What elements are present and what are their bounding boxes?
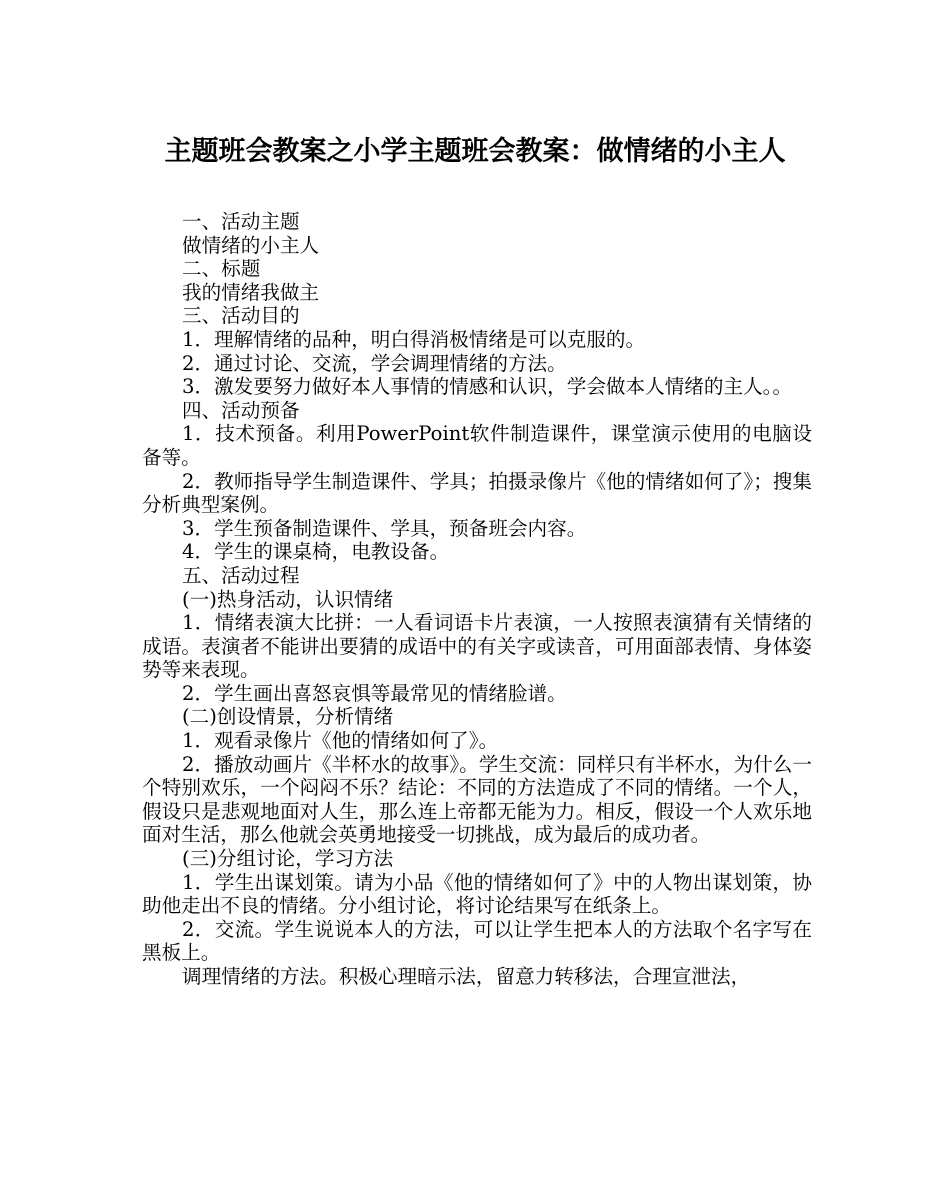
paragraph: 做情绪的小主人 <box>182 233 320 257</box>
heading-activity-process: 五、活动过程 <box>182 563 300 587</box>
heading-activity-preparation: 四、活动预备 <box>182 398 300 422</box>
list-item: 3．激发要努力做好本人事情的情感和认识，学会做本人情绪的主人。。 <box>182 375 793 399</box>
paragraph: 我的情绪我做主 <box>182 280 320 304</box>
heading-activity-purpose: 三、活动目的 <box>182 304 300 328</box>
list-item: 2．通过讨论、交流，学会调理情绪的方法。 <box>182 351 567 375</box>
heading-activity-theme: 一、活动主题 <box>182 210 300 233</box>
list-item: 2．交流。学生说说本人的方法，可以让学生把本人的方法取个名字写在黑板上。 <box>142 917 812 965</box>
list-item: 2．教师指导学生制造课件、学具；拍摄录像片《他的情绪如何了》；搜集分析典型案例。 <box>142 469 812 517</box>
subheading: (二)创设情景，分析情绪 <box>182 705 394 729</box>
subheading: (三)分组讨论，学习方法 <box>182 847 394 871</box>
list-item: 1．情绪表演大比拼：一人看词语卡片表演，一人按照表演猜有关情绪的成语。表演者不能讲出要猜的成语中的有关字或读音，可用面部表情、身体姿势等来表现。 <box>142 611 812 682</box>
paragraph: 调理情绪的方法。积极心理暗示法，留意力转移法，合理宣泄法， <box>182 965 751 988</box>
document-body <box>142 210 812 989</box>
list-item: 1．观看录像片《他的情绪如何了》。 <box>182 729 499 753</box>
list-item: 1．理解情绪的品种，明白得消极情绪是可以克服的。 <box>182 327 646 351</box>
list-item: 4．学生的课桌椅，电教设备。 <box>182 540 450 564</box>
list-item: 1．学生出谋划策。请为小品《他的情绪如何了》中的人物出谋划策，协助他走出不良的情绪。分小组讨论，将讨论结果写在纸条上。 <box>142 870 812 918</box>
list-item: 2．播放动画片《半杯水的故事》。学生交流：同样只有半杯水，为什么一个特别欢乐，一个闷闷不乐？结论：不同的方法造成了不同的情绪。一个人，假设只是悲观地面对人生，那么连上帝都无能为力。相反，假设一个人欢乐地面对生活，那么他就会英勇地接受一切挑战，成为最后的成功者。 <box>142 752 812 847</box>
subheading: (一)热身活动，认识情绪 <box>182 587 394 611</box>
list-item: 3．学生预备制造课件、学具，预备班会内容。 <box>182 516 587 540</box>
document-title: 主题班会教案之小学主题班会教案：做情绪的小主人 <box>164 136 786 167</box>
list-item: 2．学生画出喜怒哀惧等最常见的情绪脸谱。 <box>182 681 567 705</box>
heading-title: 二、标题 <box>182 257 261 281</box>
list-item: 1．技术预备。利用PowerPoint软件制造课件，课堂演示使用的电脑设备等。 <box>142 422 812 469</box>
